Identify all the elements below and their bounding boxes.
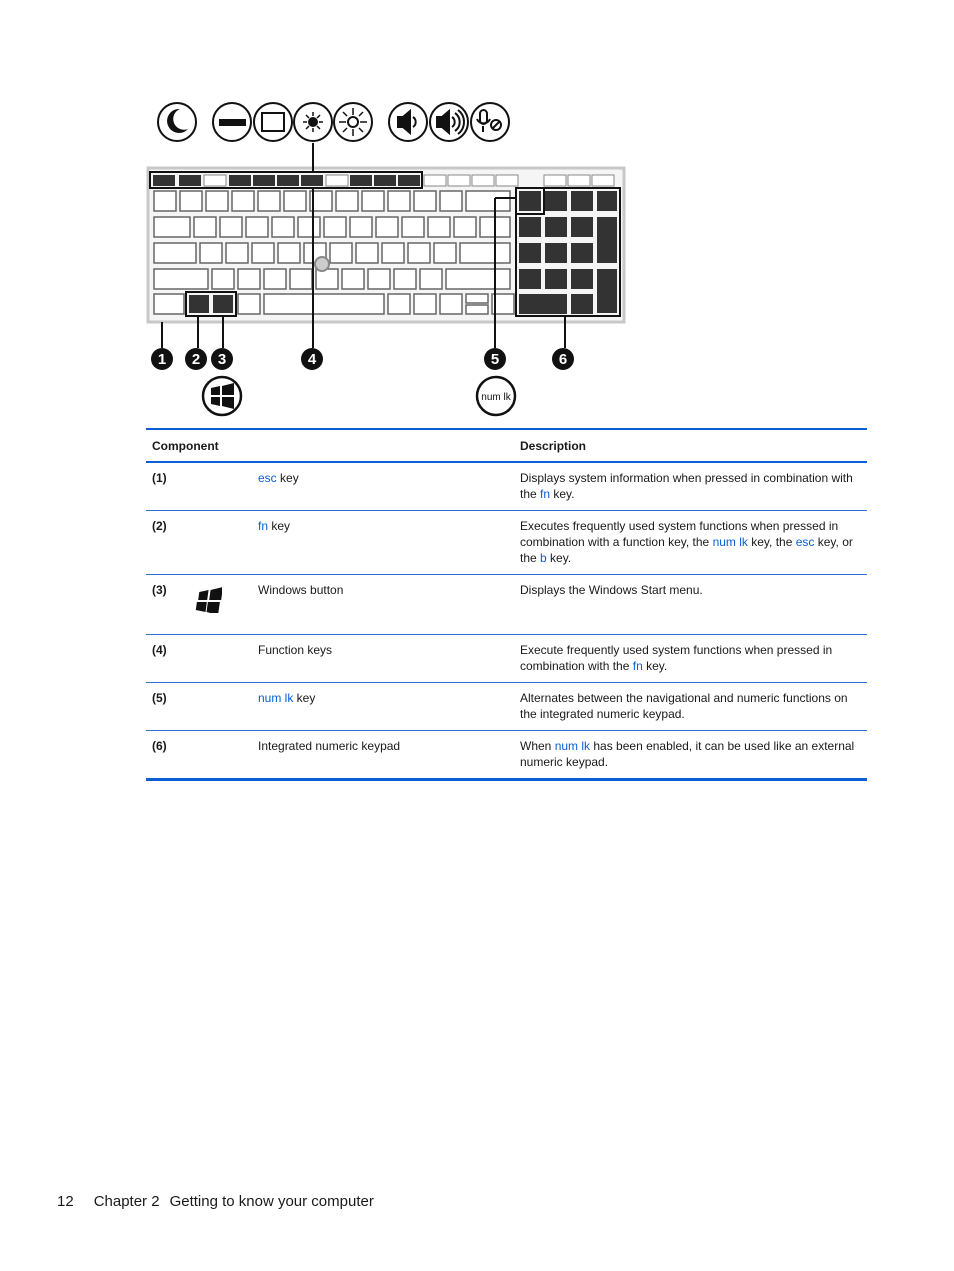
- sleep-icon: [158, 103, 196, 141]
- description-text: Alternates between the navigational and numeric functions on the integrated numeric keypad.: [520, 691, 848, 721]
- component-description: [514, 731, 867, 780]
- component-text: Integrated numeric keypad: [258, 739, 401, 753]
- callout-6: 6: [558, 351, 568, 368]
- row-number: [146, 683, 252, 731]
- display-switch-icon: [213, 103, 251, 141]
- component-text: Function keys: [258, 643, 333, 657]
- table-header-row: [146, 429, 867, 462]
- component-description: [514, 635, 867, 683]
- keyboard-figure: [140, 95, 640, 425]
- row-number: [146, 462, 252, 511]
- keyboard-illustration: [148, 143, 624, 348]
- component-keyword: num lk: [258, 691, 294, 705]
- table-row: [146, 635, 867, 683]
- header-blank: [252, 429, 514, 462]
- description-keyword: fn: [540, 487, 551, 501]
- volume-down-icon: [389, 103, 427, 141]
- component-name: [252, 683, 514, 731]
- row-number: [146, 511, 252, 575]
- description-text: key.: [642, 659, 668, 673]
- pointing-stick: [315, 257, 329, 271]
- table-row: [146, 731, 867, 780]
- header-component: Component: [152, 439, 219, 453]
- volume-up-icon: [430, 103, 468, 141]
- description-text: Displays system information when pressed in combination with the: [520, 471, 853, 501]
- row-number-text: (4): [152, 643, 167, 657]
- component-name: [252, 575, 514, 635]
- description-keyword: fn: [632, 659, 643, 673]
- components-table: [146, 428, 867, 781]
- page-number: 12: [57, 1193, 74, 1210]
- component-text: key: [276, 471, 299, 485]
- component-keyword: fn: [258, 519, 269, 533]
- header-description: Description: [520, 439, 587, 453]
- component-name: [252, 462, 514, 511]
- page-footer: [57, 1193, 374, 1210]
- description-text: key, or the: [520, 535, 853, 565]
- component-text: Windows button: [258, 583, 344, 597]
- display-icon: [254, 103, 292, 141]
- component-description: [514, 511, 867, 575]
- component-description: [514, 683, 867, 731]
- row-number: [146, 731, 252, 780]
- row-number-text: (3): [152, 583, 167, 597]
- component-description: [514, 462, 867, 511]
- table-row: [146, 511, 867, 575]
- chapter-title: Getting to know your computer: [169, 1193, 374, 1210]
- brightness-down-icon: [294, 103, 332, 141]
- brightness-up-icon: [334, 103, 372, 141]
- description-text: Displays the Windows Start menu.: [520, 583, 703, 597]
- component-text: key: [268, 519, 291, 533]
- chapter-label: Chapter 2: [93, 1193, 160, 1210]
- description-keyword: num lk: [554, 739, 591, 753]
- callout-5: 5: [490, 351, 500, 368]
- description-text: key, the: [747, 535, 796, 549]
- row-number-text: (5): [152, 691, 167, 705]
- component-name: [252, 511, 514, 575]
- callout-1: 1: [157, 351, 167, 368]
- row-number-text: (2): [152, 519, 167, 533]
- table-row: [146, 683, 867, 731]
- description-text: key.: [550, 487, 575, 501]
- windows-icon: [194, 587, 222, 613]
- function-icons: [158, 103, 509, 141]
- table-row: [146, 462, 867, 511]
- row-number-text: (1): [152, 471, 167, 485]
- row-number: [146, 575, 252, 635]
- component-description: [514, 575, 867, 635]
- callout-markers: [151, 348, 574, 370]
- mic-mute-icon: [471, 103, 509, 141]
- description-keyword: b: [540, 551, 547, 565]
- description-text: has been enabled, it can be used like an external numeric keypad.: [520, 739, 855, 769]
- windows-key-icon: [203, 377, 241, 415]
- description-keyword: num lk: [712, 535, 748, 549]
- callout-2: 2: [191, 351, 201, 368]
- description-text: key.: [546, 551, 572, 565]
- description-text: Executes frequently used system functions when pressed in combination with a function key, the: [520, 519, 839, 549]
- component-name: [252, 731, 514, 780]
- component-keyword: esc: [258, 471, 277, 485]
- description-text: Execute frequently used system functions when pressed in combination with the: [520, 643, 833, 673]
- callout-4: 4: [307, 351, 317, 368]
- row-number: [146, 635, 252, 683]
- row-number-text: (6): [152, 739, 167, 753]
- component-name: [252, 635, 514, 683]
- description-keyword: esc: [795, 535, 815, 549]
- table-row: [146, 575, 867, 635]
- num-lock-label: num lk: [481, 392, 511, 403]
- component-text: key: [293, 691, 316, 705]
- num-lock-key-icon: [477, 377, 515, 415]
- description-text: When: [520, 739, 555, 753]
- callout-3: 3: [217, 351, 227, 368]
